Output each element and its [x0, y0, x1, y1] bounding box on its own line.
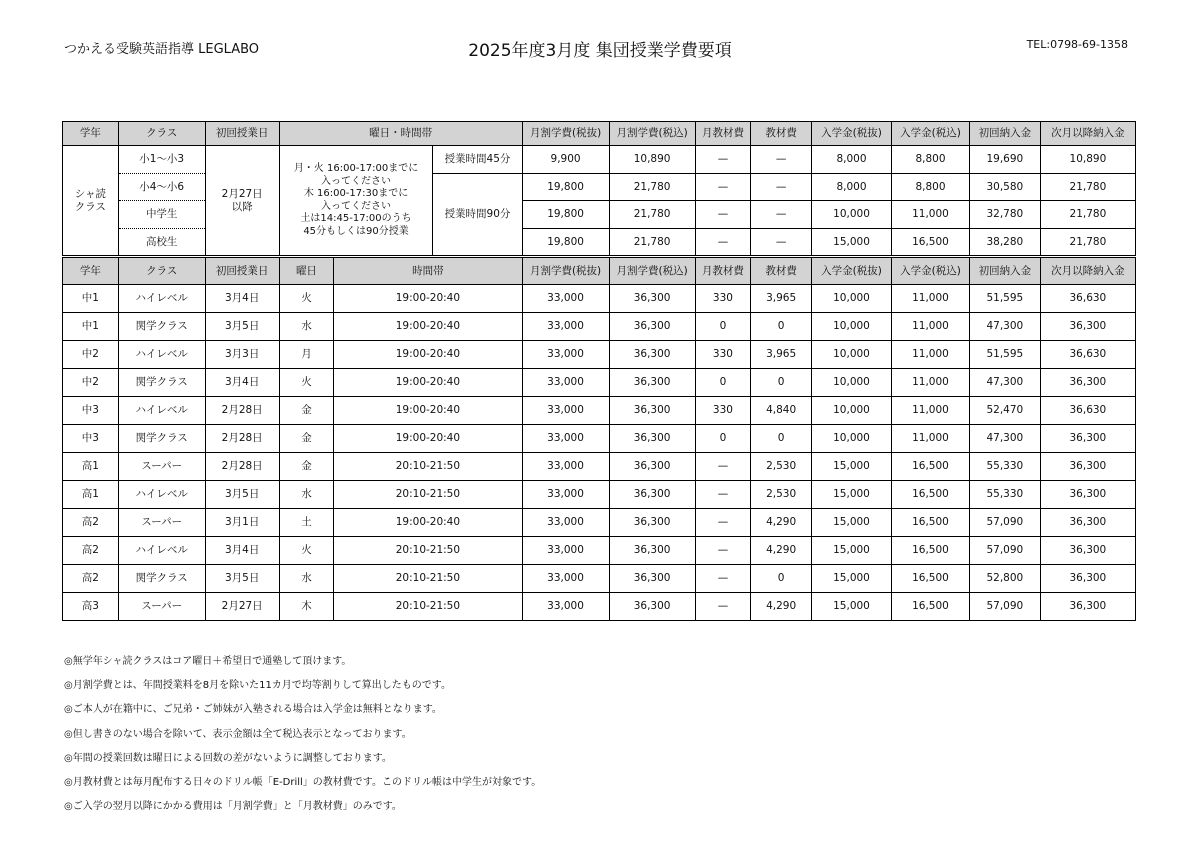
admission-excl-cell: 10,000 [812, 425, 892, 453]
time-cell: 19:00-20:40 [334, 369, 522, 397]
monthly-fee-excl-cell: 33,000 [522, 425, 609, 453]
material-cell: 0 [751, 565, 812, 593]
table-row [63, 285, 1136, 313]
header-cell: 月割学費(税込) [609, 258, 695, 285]
page-title: 2025年度3月度 集団授業学費要項 [468, 41, 732, 61]
material-cell: 0 [751, 369, 812, 397]
admission-incl-cell: 11,000 [891, 313, 969, 341]
monthly-fee-incl-cell: 36,300 [609, 369, 695, 397]
monthly-fee-excl-cell: 33,000 [522, 285, 609, 313]
cell: 21,780 [1040, 201, 1135, 229]
grade-cell: 中1 [63, 285, 119, 313]
cell: 11,000 [892, 201, 970, 229]
first-date-cell: 2月28日 [205, 453, 279, 481]
monthly-fee-excl-cell: 33,000 [522, 369, 609, 397]
material-cell: 3,965 [751, 341, 812, 369]
admission-incl-cell: 11,000 [891, 397, 969, 425]
monthly-material-cell: 0 [695, 425, 751, 453]
header-cell: 時間帯 [334, 258, 522, 285]
initial-payment-cell: 47,300 [969, 313, 1040, 341]
monthly-material-cell: 330 [695, 397, 751, 425]
initial-payment-cell: 57,090 [969, 509, 1040, 537]
cell: 8,800 [892, 146, 970, 174]
header-cell: 教材費 [751, 122, 812, 146]
table-row [63, 565, 1136, 593]
monthly-fee-excl-cell: 33,000 [522, 565, 609, 593]
monthly-fee-excl-cell: 33,000 [522, 537, 609, 565]
first-date-cell: 2月27日 [205, 593, 279, 621]
grade-cell: 高2 [63, 509, 119, 537]
time-cell: 19:00-20:40 [334, 285, 522, 313]
monthly-payment-cell: 36,630 [1040, 341, 1135, 369]
monthly-material-cell: — [695, 565, 751, 593]
cell: 21,780 [609, 228, 695, 256]
class-cell: ハイレベル [118, 537, 205, 565]
monthly-fee-excl-cell: 33,000 [522, 509, 609, 537]
monthly-fee-incl-cell: 36,300 [609, 453, 695, 481]
monthly-material-cell: — [695, 593, 751, 621]
cell: 32,780 [969, 201, 1040, 229]
header-cell: 初回納入金 [969, 258, 1040, 285]
header-cell: クラス [118, 122, 205, 146]
duration-cell: 授業時間90分 [433, 173, 522, 256]
monthly-payment-cell: 36,300 [1040, 453, 1135, 481]
time-cell: 20:10-21:50 [334, 453, 522, 481]
class-cell: 中学生 [118, 201, 205, 229]
header-cell: 月教材費 [695, 122, 751, 146]
first-date-cell: 3月4日 [205, 537, 279, 565]
initial-payment-cell: 55,330 [969, 453, 1040, 481]
shadoku-fee-table [62, 121, 1136, 256]
cell: — [751, 201, 812, 229]
monthly-fee-incl-cell: 36,300 [609, 537, 695, 565]
table-row [63, 397, 1136, 425]
cell: 10,000 [812, 201, 892, 229]
admission-excl-cell: 10,000 [812, 285, 892, 313]
monthly-payment-cell: 36,630 [1040, 397, 1135, 425]
notes [64, 650, 541, 819]
monthly-material-cell: — [695, 453, 751, 481]
header-cell: 曜日・時間帯 [279, 122, 522, 146]
phone-number: TEL:0798-69-1358 [1026, 38, 1128, 51]
admission-excl-cell: 10,000 [812, 313, 892, 341]
cell: 16,500 [892, 228, 970, 256]
table-row [63, 481, 1136, 509]
admission-excl-cell: 15,000 [812, 593, 892, 621]
header-cell: 初回授業日 [205, 258, 279, 285]
initial-payment-cell: 57,090 [969, 537, 1040, 565]
monthly-fee-excl-cell: 33,000 [522, 593, 609, 621]
admission-excl-cell: 10,000 [812, 397, 892, 425]
cell: — [695, 146, 751, 174]
time-cell: 20:10-21:50 [334, 537, 522, 565]
schedule-line: 木 16:00-17:30までに [303, 188, 409, 199]
header-cell: 学年 [63, 258, 119, 285]
material-cell: 0 [751, 313, 812, 341]
school-name: つかえる受験英語指導 LEGLABO [64, 42, 260, 57]
class-cell: スーパー [118, 593, 205, 621]
material-cell: 4,840 [751, 397, 812, 425]
header-cell: 入学金(税込) [891, 258, 969, 285]
note-item: ◎月教材費とは毎月配布する日々のドリル帳「E-Drill」の教材費です。このドリル帳は中学生が対象です。 [64, 776, 542, 788]
material-cell: 4,290 [751, 593, 812, 621]
header-cell: 月割学費(税込) [609, 122, 695, 146]
monthly-payment-cell: 36,300 [1040, 369, 1135, 397]
class-fee-table-body [63, 285, 1136, 621]
cell: 19,800 [522, 201, 609, 229]
weekday-cell: 水 [279, 481, 334, 509]
cell: — [751, 173, 812, 201]
admission-incl-cell: 16,500 [891, 593, 969, 621]
monthly-payment-cell: 36,630 [1040, 285, 1135, 313]
first-date-cell: 2月27日 以降 [205, 146, 279, 256]
header-cell: 初回授業日 [205, 122, 279, 146]
weekday-cell: 金 [279, 453, 334, 481]
monthly-payment-cell: 36,300 [1040, 313, 1135, 341]
first-date-cell: 3月4日 [205, 369, 279, 397]
class-cell: スーパー [118, 453, 205, 481]
material-cell: 4,290 [751, 537, 812, 565]
initial-payment-cell: 47,300 [969, 425, 1040, 453]
time-cell: 19:00-20:40 [334, 341, 522, 369]
monthly-fee-incl-cell: 36,300 [609, 565, 695, 593]
header-cell: 入学金(税抜) [812, 258, 892, 285]
monthly-fee-incl-cell: 36,300 [609, 425, 695, 453]
weekday-cell: 木 [279, 593, 334, 621]
admission-incl-cell: 16,500 [891, 481, 969, 509]
monthly-material-cell: — [695, 537, 751, 565]
schedule-line: 入ってください [321, 200, 392, 212]
table-row [63, 509, 1136, 537]
first-date-cell: 3月5日 [205, 313, 279, 341]
initial-payment-cell: 51,595 [969, 285, 1040, 313]
weekday-cell: 火 [279, 369, 334, 397]
monthly-payment-cell: 36,300 [1040, 537, 1135, 565]
monthly-fee-excl-cell: 33,000 [522, 313, 609, 341]
time-cell: 19:00-20:40 [334, 397, 522, 425]
monthly-fee-excl-cell: 33,000 [522, 481, 609, 509]
cell: 21,780 [609, 173, 695, 201]
header-cell: 次月以降納入金 [1040, 258, 1135, 285]
monthly-fee-incl-cell: 36,300 [609, 481, 695, 509]
header-cell: 入学金(税込) [892, 122, 970, 146]
monthly-material-cell: 330 [695, 285, 751, 313]
initial-payment-cell: 52,800 [969, 565, 1040, 593]
time-cell: 19:00-20:40 [334, 425, 522, 453]
monthly-payment-cell: 36,300 [1040, 593, 1135, 621]
time-cell: 19:00-20:40 [334, 509, 522, 537]
header-cell: 月割学費(税抜) [522, 122, 609, 146]
grade-cell: シャ読 クラス [63, 146, 119, 256]
time-cell: 20:10-21:50 [334, 481, 522, 509]
monthly-payment-cell: 36,300 [1040, 565, 1135, 593]
admission-incl-cell: 16,500 [891, 509, 969, 537]
grade-cell: 高1 [63, 481, 119, 509]
first-date-cell: 3月1日 [205, 509, 279, 537]
grade-cell: 高1 [63, 453, 119, 481]
admission-incl-cell: 16,500 [891, 453, 969, 481]
cell: 10,890 [609, 146, 695, 174]
monthly-fee-excl-cell: 33,000 [522, 453, 609, 481]
material-cell: 2,530 [751, 481, 812, 509]
monthly-fee-incl-cell: 36,300 [609, 397, 695, 425]
header-cell: 月教材費 [695, 258, 751, 285]
class-cell: 関学クラス [118, 565, 205, 593]
admission-incl-cell: 11,000 [891, 285, 969, 313]
monthly-payment-cell: 36,300 [1040, 509, 1135, 537]
weekday-cell: 金 [279, 397, 334, 425]
weekday-cell: 水 [279, 565, 334, 593]
cell: — [751, 228, 812, 256]
header-cell: 曜日 [279, 258, 334, 285]
schedule-cell [279, 146, 433, 256]
cell: — [695, 201, 751, 229]
first-date-cell: 2月28日 [205, 425, 279, 453]
admission-incl-cell: 11,000 [891, 425, 969, 453]
cell: 9,900 [522, 146, 609, 174]
cell: 8,000 [812, 146, 892, 174]
first-date-cell: 3月5日 [205, 565, 279, 593]
material-cell: 2,530 [751, 453, 812, 481]
admission-excl-cell: 15,000 [812, 509, 892, 537]
time-cell: 19:00-20:40 [334, 313, 522, 341]
monthly-fee-incl-cell: 36,300 [609, 593, 695, 621]
duration-cell: 授業時間45分 [433, 146, 522, 174]
class-cell: 小4～小6 [118, 173, 205, 201]
initial-payment-cell: 57,090 [969, 593, 1040, 621]
monthly-fee-incl-cell: 36,300 [609, 509, 695, 537]
monthly-material-cell: 0 [695, 369, 751, 397]
class-cell: ハイレベル [118, 481, 205, 509]
header-cell: 入学金(税抜) [812, 122, 892, 146]
table-row [63, 369, 1136, 397]
schedule-line: 土は14:45-17:00のうち [300, 213, 412, 224]
material-cell: 3,965 [751, 285, 812, 313]
grade-cell: 中1 [63, 313, 119, 341]
header-cell: 月割学費(税抜) [522, 258, 609, 285]
schedule-line: 月・火 16:00-17:00までに [293, 163, 419, 174]
table-header-row [63, 122, 1136, 146]
table-row [63, 146, 1136, 174]
admission-excl-cell: 15,000 [812, 453, 892, 481]
grade-cell: 中3 [63, 425, 119, 453]
cell: 19,690 [969, 146, 1040, 174]
class-cell: 関学クラス [118, 313, 205, 341]
monthly-payment-cell: 36,300 [1040, 425, 1135, 453]
cell: — [695, 173, 751, 201]
cell: 19,800 [522, 228, 609, 256]
admission-incl-cell: 16,500 [891, 537, 969, 565]
note-item: ◎年間の授業回数は曜日による回数の差がないように調整しております。 [64, 752, 392, 764]
header-cell: 学年 [63, 122, 119, 146]
class-cell: 小1～小3 [118, 146, 205, 174]
cell: 21,780 [609, 201, 695, 229]
table-row [63, 593, 1136, 621]
monthly-fee-incl-cell: 36,300 [609, 341, 695, 369]
grade-cell: 高2 [63, 565, 119, 593]
cell: 38,280 [969, 228, 1040, 256]
class-cell: ハイレベル [118, 397, 205, 425]
cell: 15,000 [812, 228, 892, 256]
monthly-fee-incl-cell: 36,300 [609, 313, 695, 341]
weekday-cell: 金 [279, 425, 334, 453]
header-cell: クラス [118, 258, 205, 285]
header-cell: 教材費 [751, 258, 812, 285]
class-cell: 高校生 [118, 228, 205, 256]
admission-excl-cell: 15,000 [812, 565, 892, 593]
admission-incl-cell: 11,000 [891, 341, 969, 369]
grade-cell: 中2 [63, 341, 119, 369]
first-date-cell: 2月28日 [205, 397, 279, 425]
admission-excl-cell: 10,000 [812, 341, 892, 369]
monthly-material-cell: 0 [695, 313, 751, 341]
initial-payment-cell: 47,300 [969, 369, 1040, 397]
header-cell: 初回納入金 [969, 122, 1040, 146]
note-item: ◎ご本人が在籍中に、ご兄弟・ご姉妹が入塾される場合は入学金は無料となります。 [64, 704, 442, 716]
initial-payment-cell: 51,595 [969, 341, 1040, 369]
cell: 10,890 [1040, 146, 1135, 174]
time-cell: 20:10-21:50 [334, 593, 522, 621]
table-header-row [63, 258, 1136, 285]
first-date-cell: 3月5日 [205, 481, 279, 509]
cell: 8,800 [892, 173, 970, 201]
grade-cell: 高2 [63, 537, 119, 565]
monthly-fee-excl-cell: 33,000 [522, 341, 609, 369]
grade-cell: 中2 [63, 369, 119, 397]
weekday-cell: 火 [279, 285, 334, 313]
weekday-cell: 水 [279, 313, 334, 341]
note-item: ◎ご入学の翌月以降にかかる費用は「月割学費」と「月教材費」のみです。 [64, 801, 402, 813]
first-date-cell: 3月4日 [205, 285, 279, 313]
cell: 8,000 [812, 173, 892, 201]
cell: — [695, 228, 751, 256]
initial-payment-cell: 55,330 [969, 481, 1040, 509]
monthly-payment-cell: 36,300 [1040, 481, 1135, 509]
first-date-cell: 3月3日 [205, 341, 279, 369]
cell: 30,580 [969, 173, 1040, 201]
grade-cell: 中3 [63, 397, 119, 425]
monthly-material-cell: — [695, 509, 751, 537]
cell: 19,800 [522, 173, 609, 201]
admission-incl-cell: 11,000 [891, 369, 969, 397]
schedule-line: 45分もしくは90分授業 [303, 225, 409, 237]
note-item: ◎但し書きのない場合を除いて、表示金額は全て税込表示となっております。 [64, 728, 412, 740]
class-cell: 関学クラス [118, 369, 205, 397]
admission-excl-cell: 15,000 [812, 537, 892, 565]
table-row [63, 537, 1136, 565]
table-row [63, 453, 1136, 481]
class-cell: ハイレベル [118, 285, 205, 313]
material-cell: 4,290 [751, 509, 812, 537]
table-row [63, 341, 1136, 369]
weekday-cell: 土 [279, 509, 334, 537]
class-cell: 関学クラス [118, 425, 205, 453]
admission-excl-cell: 10,000 [812, 369, 892, 397]
class-fee-table [62, 257, 1136, 621]
schedule-line: 入ってください [321, 175, 392, 187]
monthly-material-cell: — [695, 481, 751, 509]
note-item: ◎月割学費とは、年間授業料を8月を除いた11カ月で均等割りして算出したものです。 [64, 680, 452, 692]
initial-payment-cell: 52,470 [969, 397, 1040, 425]
monthly-fee-incl-cell: 36,300 [609, 285, 695, 313]
admission-excl-cell: 15,000 [812, 481, 892, 509]
weekday-cell: 火 [279, 537, 334, 565]
grade-cell: 高3 [63, 593, 119, 621]
header-cell: 次月以降納入金 [1040, 122, 1135, 146]
cell: 21,780 [1040, 228, 1135, 256]
table-row [63, 425, 1136, 453]
monthly-fee-excl-cell: 33,000 [522, 397, 609, 425]
material-cell: 0 [751, 425, 812, 453]
note-item: ◎無学年シャ読クラスはコア曜日＋希望日で通塾して頂けます。 [64, 656, 352, 667]
admission-incl-cell: 16,500 [891, 565, 969, 593]
time-cell: 20:10-21:50 [334, 565, 522, 593]
table-row [63, 313, 1136, 341]
weekday-cell: 月 [279, 341, 334, 369]
monthly-material-cell: 330 [695, 341, 751, 369]
class-cell: ハイレベル [118, 341, 205, 369]
cell: 21,780 [1040, 173, 1135, 201]
class-cell: スーパー [118, 509, 205, 537]
cell: — [751, 146, 812, 174]
